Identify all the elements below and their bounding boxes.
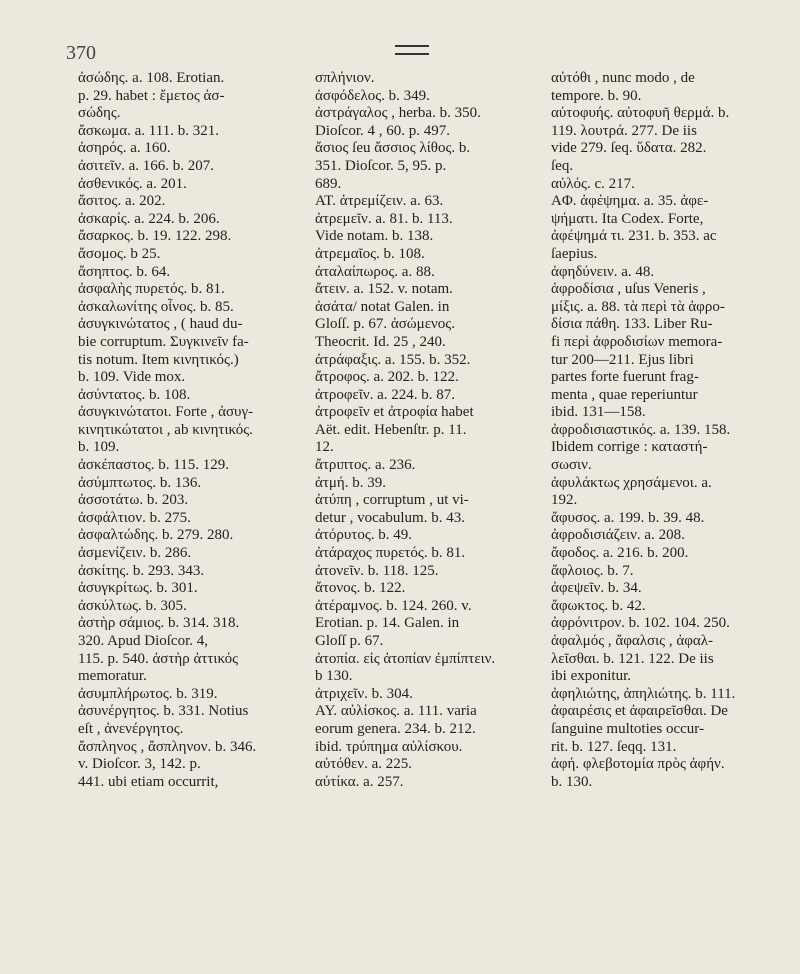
index-line: eſt , ἀνενέργητος. bbox=[78, 720, 184, 737]
index-line: κινητικώτατοι , ab κινητικός. bbox=[78, 421, 253, 438]
index-line: ἀσμενίζειν. b. 286. bbox=[78, 545, 192, 562]
index-line: ſanguine multoties occur- bbox=[551, 720, 704, 737]
index-line: menta , quae reperiuntur bbox=[551, 386, 698, 403]
index-column-2 bbox=[315, 70, 537, 791]
index-line: Theocrit. Id. 25 , 240. bbox=[315, 333, 446, 350]
index-line: ἀτροφεῖν et ἀτροφία habet bbox=[315, 404, 474, 421]
index-line: ἀφροδισιάζειν. a. 208. bbox=[551, 527, 685, 544]
index-line: ἀσκαρίς. a. 224. b. 206. bbox=[78, 210, 220, 227]
index-line: ἀφαιρέσις et ἀφαιρεῖσθαι. De bbox=[551, 703, 728, 720]
index-line: ἀτόρυτος. b. 49. bbox=[315, 527, 413, 544]
index-line: ἀφηλιώτης, ἀπηλιώτης. b. 111. bbox=[551, 685, 736, 702]
index-line: ἄφλοιος. b. 7. bbox=[551, 562, 634, 579]
index-line: AΦ. ἀφέψημα. a. 35. ἀφε- bbox=[551, 193, 709, 210]
index-line: Erotian. p. 14. Galen. in bbox=[315, 615, 460, 632]
index-line: ἄσιτος. a. 202. bbox=[78, 193, 166, 210]
index-line: ἀσκύλτως. b. 305. bbox=[78, 597, 187, 614]
index-line: b. 109. Vide mox. bbox=[78, 369, 186, 386]
index-line: 115. p. 540. ἀστὴρ ἀττικός bbox=[78, 650, 239, 667]
index-line: ἀσφαλὴς πυρετός. b. 81. bbox=[78, 281, 225, 298]
index-line: ἄτριπτος. a. 236. bbox=[315, 457, 416, 474]
index-line: ἀφή. φλεβοτομία πρὸς ἀφήν. bbox=[551, 756, 725, 773]
index-line: p. 29. habet : ἔμετος ἀσ- bbox=[78, 87, 225, 104]
index-line: ἀσύντατος. b. 108. bbox=[78, 386, 191, 403]
index-line: ἀσφόδελος. b. 349. bbox=[315, 87, 430, 104]
index-line: eorum genera. 234. b. 212. bbox=[315, 720, 476, 737]
index-line: tis notum. Item κινητικός.) bbox=[78, 351, 239, 368]
index-line: ἀτονεῖν. b. 118. 125. bbox=[315, 562, 439, 579]
page-number: 370 bbox=[66, 42, 96, 64]
index-line: ἄφωκτος. b. 42. bbox=[551, 597, 646, 614]
index-column-3 bbox=[551, 70, 761, 791]
index-line: 689. bbox=[315, 175, 342, 192]
index-line: ibid. τρύπημα αὐλίσκου. bbox=[315, 738, 463, 755]
index-line: ἄφυσος. a. 199. b. 39. 48. bbox=[551, 509, 705, 526]
index-line: ἀτριχεῖν. b. 304. bbox=[315, 685, 413, 702]
index-line: ἀφροδισιαστικός. a. 139. 158. bbox=[551, 421, 731, 438]
index-line: Ibidem corrige : καταστή- bbox=[551, 439, 708, 456]
index-line: αὐτίκα. a. 257. bbox=[315, 773, 404, 790]
index-line: ibi exponitur. bbox=[551, 668, 631, 685]
index-line: ἀστράγαλος , herba. b. 350. bbox=[315, 105, 481, 122]
index-line: ἀσυγκινώτατοι. Forte , ἀσυγ- bbox=[78, 404, 254, 421]
index-line: ἀσηρός. a. 160. bbox=[78, 140, 171, 157]
index-line: partes forte fuerunt frag- bbox=[551, 369, 699, 386]
index-line: ſaepius. bbox=[551, 245, 598, 262]
index-line: ἀστὴρ σάμιος. b. 314. 318. bbox=[78, 615, 240, 632]
index-line: ἀφυλάκτως χρησάμενοι. a. bbox=[551, 474, 712, 491]
index-line: 192. bbox=[551, 492, 578, 509]
index-line: AY. αὐλίσκος. a. 111. varia bbox=[315, 703, 477, 720]
index-line: ἄτονος. b. 122. bbox=[315, 580, 406, 597]
index-line: ἀσκαλωνίτης οἶνος. b. 85. bbox=[78, 298, 234, 315]
index-line: ἄφοδος. a. 216. b. 200. bbox=[551, 545, 689, 562]
index-line: ἀσυγκινώτατος , ( haud du- bbox=[78, 316, 243, 333]
index-line: 351. Dioſcor. 5, 95. p. bbox=[315, 157, 447, 174]
index-line: v. Dioſcor. 3, 142. p. bbox=[78, 756, 201, 773]
index-line: ἀσσοτάτω. b. 203. bbox=[78, 492, 189, 509]
index-line: ἀσκέπαστος. b. 115. 129. bbox=[78, 457, 229, 474]
index-line: rit. b. 127. ſeqq. 131. bbox=[551, 738, 677, 755]
index-line: b. 130. bbox=[551, 773, 593, 790]
index-line: σπλήνιον. bbox=[315, 70, 375, 86]
index-line: ἀφαλμός , ἄφαλσις , ἀφαλ- bbox=[551, 633, 713, 649]
index-line: σωσιν. bbox=[551, 457, 592, 474]
index-line: ἀτμή. b. 39. bbox=[315, 474, 387, 491]
index-line: ibid. 131—158. bbox=[551, 404, 646, 421]
index-line: fi περὶ ἀφροδισίων memora- bbox=[551, 333, 723, 350]
index-line: ἀσύμπτωτος. b. 136. bbox=[78, 474, 202, 491]
index-line: λεῖσθαι. b. 121. 122. De iis bbox=[551, 650, 714, 667]
index-line: memoratur. bbox=[78, 668, 147, 685]
index-line: ἀτροφεῖν. a. 224. b. 87. bbox=[315, 386, 456, 403]
index-line: ἀσιτεῖν. a. 166. b. 207. bbox=[78, 157, 215, 174]
index-line: ψήματι. Ita Codex. Forte, bbox=[551, 210, 704, 227]
index-line: ἄσπληνος , ἄσπληνον. b. 346. bbox=[78, 738, 257, 755]
index-line: μίξις. a. 88. τὰ περὶ τὰ ἀφρο- bbox=[551, 298, 725, 315]
index-line: ἀταλαίπωρος. a. 88. bbox=[315, 263, 435, 280]
index-line: ἄσηπτος. b. 64. bbox=[78, 263, 171, 280]
index-line: ἄσομος. b 25. bbox=[78, 245, 161, 262]
index-line: ſeq. bbox=[551, 157, 574, 174]
index-line: ἄσιος ſeu ἄσσιος λίθος. b. bbox=[315, 140, 471, 157]
index-line: Aët. edit. Hebenſtr. p. 11. bbox=[315, 421, 467, 438]
index-line: ἀτέραμνος. b. 124. 260. v. bbox=[315, 597, 472, 614]
index-line: ἀσώδης. a. 108. Erotian. bbox=[78, 70, 225, 86]
index-line: ἀσυγκρίτως. b. 301. bbox=[78, 580, 198, 597]
index-line: ἀσκίτης. b. 293. 343. bbox=[78, 562, 205, 579]
index-line: δίσια πάθη. 133. Liber Ru- bbox=[551, 316, 713, 333]
index-line: ἀτρεμεῖν. a. 81. b. 113. bbox=[315, 210, 453, 227]
index-line: bie corruptum. Συγκινεῖν fa- bbox=[78, 333, 249, 350]
index-line: ἄσκωμα. a. 111. b. 321. bbox=[78, 122, 219, 139]
index-line: ἀφεψεῖν. b. 34. bbox=[551, 580, 642, 597]
index-column-1 bbox=[78, 70, 306, 791]
index-line: Dioſcor. 4 , 60. p. 497. bbox=[315, 122, 450, 139]
index-line: ἀτοπία. εἰς ἀτοπίαν ἐμπίπτειν. bbox=[315, 650, 496, 667]
index-line: Gloſſ p. 67. bbox=[315, 633, 384, 649]
index-line: b. 109. bbox=[78, 439, 120, 456]
index-line: ἀφρόνιτρον. b. 102. 104. 250. bbox=[551, 615, 730, 632]
index-line: ἀσφαλτώδης. b. 279. 280. bbox=[78, 527, 234, 544]
index-line: ἀσυμπλήρωτος. b. 319. bbox=[78, 685, 218, 702]
index-line: 320. Apud Dioſcor. 4, bbox=[78, 633, 208, 649]
index-line: αὐτοφυής. αὐτοφυῆ θερμά. b. bbox=[551, 105, 730, 122]
index-line: ἄτειν. a. 152. v. notam. bbox=[315, 281, 453, 298]
index-line: ἀτρεμαῖος. b. 108. bbox=[315, 245, 425, 262]
index-line: ἄτροφος. a. 202. b. 122. bbox=[315, 369, 459, 386]
index-line: αὐτόθεν. a. 225. bbox=[315, 756, 412, 773]
index-line: ἀσάτα/ notat Galen. in bbox=[315, 298, 450, 315]
index-line: σώδης. bbox=[78, 105, 121, 122]
index-line: 119. λουτρά. 277. De iis bbox=[551, 122, 697, 139]
index-line: ἀφηδύνειν. a. 48. bbox=[551, 263, 655, 280]
index-line: 441. ubi etiam occurrit, bbox=[78, 773, 219, 790]
index-line: ἀτάραχος πυρετός. b. 81. bbox=[315, 545, 466, 562]
index-line: tur 200—211. Ejus libri bbox=[551, 351, 694, 368]
index-line: ἀτύπη , corruptum , ut vi- bbox=[315, 492, 469, 509]
index-line: ἀσθενικός. a. 201. bbox=[78, 175, 187, 192]
index-line: ἀφέψημά τι. 231. b. 353. ac bbox=[551, 228, 717, 245]
index-line: αὐλός. c. 217. bbox=[551, 175, 635, 192]
index-line: 12. bbox=[315, 439, 334, 456]
index-line: αὐτόθι , nunc modo , de bbox=[551, 70, 695, 86]
index-line: ἀσφάλτιον. b. 275. bbox=[78, 509, 191, 526]
index-line: ἄσαρκος. b. 19. 122. 298. bbox=[78, 228, 232, 245]
index-line: detur , vocabulum. b. 43. bbox=[315, 509, 465, 526]
index-line: tempore. b. 90. bbox=[551, 87, 642, 104]
index-line: ἀτράφαξις. a. 155. b. 352. bbox=[315, 351, 471, 368]
index-line: Gloſſ. p. 67. ἀσώμενος. bbox=[315, 316, 455, 333]
index-line: Vide notam. b. 138. bbox=[315, 228, 434, 245]
header-rule bbox=[395, 45, 429, 55]
index-line: vide 279. ſeq. ὕδατα. 282. bbox=[551, 140, 707, 157]
index-line: b 130. bbox=[315, 668, 353, 685]
index-line: ἀφροδίσια , uſus Veneris , bbox=[551, 281, 706, 298]
index-line: AT. ἀτρεμίζειν. a. 63. bbox=[315, 193, 444, 210]
index-line: ἀσυνέργητος. b. 331. Notius bbox=[78, 703, 249, 720]
